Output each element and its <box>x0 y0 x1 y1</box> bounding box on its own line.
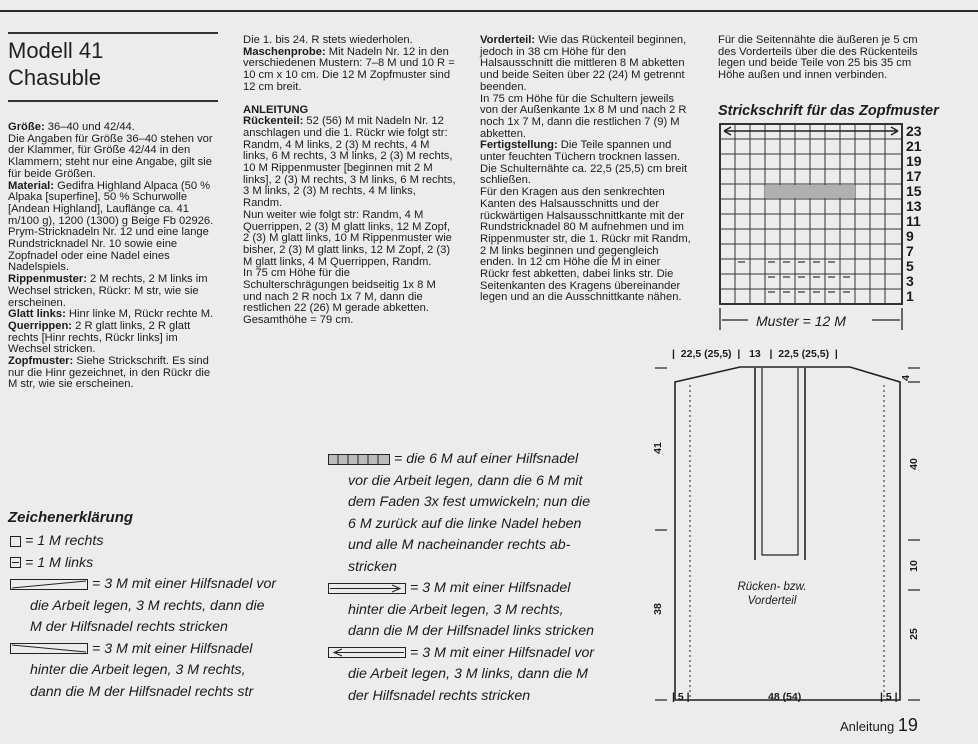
legend-heading: Zeichenerklärung <box>8 509 134 526</box>
side-seam-paragraph: Für die Seitennähte die äußeren je 5 cm des Vorderteils über die des Rückenteils legen und beide Teile von 25 bis 35 cm Höhe außen und innen verbinden. <box>718 34 918 82</box>
legend-cable-back-line3: dann die M der Hilfsnadel rechts str <box>30 683 254 700</box>
dim-shoulder-drop: 4 <box>899 375 912 381</box>
row-number: 21 <box>906 138 922 154</box>
row-number: 11 <box>906 213 921 229</box>
dim-bottom-left: | 5 | <box>672 691 690 703</box>
legend-knit <box>10 531 310 553</box>
row-number: 15 <box>906 183 922 199</box>
page-footer <box>840 715 918 736</box>
legend-wrap-line2: vor die Arbeit legen, dann die 6 M mit <box>348 472 583 489</box>
dim-bottom-right: | 5 | <box>880 691 898 703</box>
knit-symbol-icon <box>10 536 21 547</box>
legend-wrap <box>328 449 628 471</box>
row-number: 5 <box>906 258 914 274</box>
legend-wrap-line4: 6 M zurück auf die linke Nadel heben <box>348 515 582 532</box>
dim-lower-right: 25 <box>907 628 920 640</box>
legend-left <box>10 531 310 703</box>
purl-symbol-icon <box>10 557 21 568</box>
legend-cable-front-line1: = 3 M mit einer Hilfsnadel vor <box>92 576 277 592</box>
row-number: 13 <box>906 198 922 214</box>
rib-label: Rippenmuster: <box>8 273 87 286</box>
dim-seam: 10 <box>907 560 920 572</box>
legend-right <box>328 449 628 707</box>
repeat-note: Die 1. bis 24. R stets wiederholen. <box>243 34 413 46</box>
finish-text: Die Teile spannen und unter feuchten Tüchern trocknen lassen. <box>480 139 681 164</box>
legend-knit-text: = 1 M rechts <box>25 533 104 549</box>
dim-lower-left: 38 <box>651 603 664 615</box>
row-number: 1 <box>906 288 914 304</box>
legend-cable-back-line1: = 3 M mit einer Hilfsnadel <box>92 640 253 657</box>
back-label: Rückenteil: <box>243 115 304 128</box>
finish-label: Fertigstellung: <box>480 139 558 152</box>
dim-upper-left: 41 <box>651 442 664 454</box>
garment-schematic <box>675 367 900 700</box>
legend-cable-front <box>10 574 310 596</box>
legend-wrap-line6: stricken <box>348 558 397 575</box>
title-model: Modell 41 <box>8 38 104 63</box>
legend-cable-back-purl-line3: dann die M der Hilfsnadel links stricken <box>348 623 595 639</box>
front-shoulder: In 75 cm Höhe für die Schultern jeweils von der Außenkante 1x 8 M und nach 2 R noch 1x 7 M, dann die restlichen 7 (9) M abketten. <box>480 92 687 140</box>
wrap-cell-marker <box>765 185 855 198</box>
legend-cable-back-purl <box>328 578 628 600</box>
footer-label: Anleitung <box>840 719 895 734</box>
rib-text: 2 M rechts, 2 M links im Wechsel stricken, Rückr: M str, wie sie erscheinen. <box>8 273 208 309</box>
cable-front-purl-symbol-icon <box>328 647 406 658</box>
row-number: 23 <box>906 123 922 139</box>
front-text: Wie das Rückenteil beginnen, jedoch in 38 cm Höhe für den Halsausschnitt die mittleren 8 M abketten und beide Seiten über 22 (24) M getrennt beenden. <box>480 34 687 93</box>
purl-dashes <box>738 262 850 292</box>
schematic-ticks <box>655 368 920 700</box>
glatt-text: Hinr linke M, Rückr rechte M. <box>65 308 214 321</box>
garment-outline <box>675 367 900 700</box>
legend-purl <box>10 553 310 575</box>
row-number: 3 <box>906 273 914 289</box>
legend-cable-front-purl-line3: der Hilfsnadel rechts stricken <box>348 687 531 704</box>
zopf-label: Zopfmuster: <box>8 355 74 368</box>
legend-cable-back-purl-line2: hinter die Arbeit legen, 3 M rechts, <box>348 601 564 618</box>
legend-cable-back <box>10 639 310 661</box>
neck-inner <box>762 368 798 555</box>
legend-purl-text: = 1 M links <box>25 554 94 571</box>
row-number: 17 <box>906 168 922 184</box>
dim-bottom-width: 48 (54) <box>768 691 802 703</box>
instructions-heading: ANLEITUNG <box>243 103 309 116</box>
cable-back-purl-symbol-icon <box>328 583 406 594</box>
front-label: Vorderteil: <box>480 34 536 46</box>
schematic-label: Rücken- bzw. Vorderteil <box>737 581 807 607</box>
legend-cable-front-line2: die Arbeit legen, 3 M rechts, dann die <box>30 597 265 614</box>
back-text: 52 (56) M mit Nadeln Nr. 12 anschlagen und die 1. Rückr wie folgt str: Randm, 4 M links, 2 (3) M rechts, 4 M links, 6 M rechts, 3 M links, 2 (3) M rechts, 10 M Rippenmuster [beginnen mit 2 M links], 2 (3) M rechts, 3 M links, 6 M rechts, 3 M links, 2 (3) M rechts, 4 M links, Randm. <box>243 115 456 210</box>
needles-paragraph: Prym-Stricknadeln Nr. 12 und eine lange Rundstricknadel Nr. 10 sowie eine Zopfnadel oder eine Nadel eines Nadelspiels. <box>8 226 209 274</box>
legend-cable-back-line2: hinter die Arbeit legen, 3 M rechts, <box>30 662 246 678</box>
legend-wrap-line3: dem Faden 3x fest umwickeln; nun die <box>348 494 591 510</box>
legend-cable-back-purl-line1: = 3 M mit einer Hilfsnadel <box>410 580 571 596</box>
chart-title: Strickschrift für das Zopfmuster <box>718 103 939 119</box>
size-label: Größe: <box>8 121 45 133</box>
total-height: Gesamthöhe = 79 cm. <box>243 314 354 327</box>
collar-paragraph: Für den Kragen aus den senkrechten Kanten des Halsausschnitts und der rückwärtigen Halsausschnittkante mit der Rundstricknadel 80 M aufnehmen und im Rippenmuster str, die 1. Rückr mit Randm, 2 M links beginnen und gegengleich enden. In 12 cm Höhe die M in einer Rückr fest abketten, dabei links str. Die Seitenkanten des Kragens übereinander legen und an die Ausschnittkante nähen. <box>480 186 691 304</box>
back-shoulder: In 75 cm Höhe für die Schulterschrägungen beidseitig 1x 8 M und nach 2 R noch 1x 7 M, dann die restlichen 22 (26) M gerade abketten. <box>243 267 436 315</box>
muster-label: Muster = 12 M <box>752 313 850 329</box>
probe-text: Mit Nadeln Nr. 12 in den verschiedenen Mustern: 7–8 M und 10 R = 10 cm x 10 cm. Die 12 M Zopfmuster sind 12 cm breit. <box>243 45 455 93</box>
quer-text: 2 R glatt links, 2 R glatt rechts [Hinr rechts, Rückr links] im Wechsel stricken. <box>8 319 191 356</box>
glatt-label: Glatt links: <box>8 308 66 321</box>
wrap-symbol-icon <box>328 454 390 465</box>
probe-label: Maschenprobe: <box>243 45 326 58</box>
page-number: 19 <box>897 715 918 735</box>
quer-label: Querrippen: <box>8 319 73 332</box>
size-note: Die Angaben für Größe 36–40 stehen vor der Klammer, für Größe 42/44 in den Klammern; steht nur eine Angabe, gilt sie für beide Größen. <box>8 132 213 180</box>
legend-cable-front-purl-line1: = 3 M mit einer Hilfsnadel vor <box>410 644 595 661</box>
row-number: 19 <box>906 153 922 169</box>
row-number: 7 <box>906 243 914 259</box>
chart-grid <box>720 124 902 304</box>
top-dimensions: | 22,5 (25,5) | 13 | 22,5 (25,5) | <box>672 348 838 360</box>
size-text: 36–40 und 42/44. <box>44 121 135 133</box>
legend-cable-front-line3: M der Hilfsnadel rechts stricken <box>30 619 228 635</box>
material-text: Gedifra Highland Alpaca (50 % Alpaka [superfine], 50 % Schurwolle [Andean Highland], Lauflänge ca. 41 m/100 g), 1200 (1300) g Beige Fb 02926. <box>8 179 214 227</box>
title-name: Chasuble <box>8 65 101 90</box>
row-number: 9 <box>906 228 914 244</box>
shoulder-seam: Die Schulternähte ca. 22,5 (25,5) cm breit schließen. <box>480 162 688 187</box>
legend-wrap-line1: = die 6 M auf einer Hilfsnadel <box>394 451 579 467</box>
legend-wrap-line5: und alle M nacheinander rechts ab- <box>348 537 571 553</box>
cable-back-symbol-icon <box>10 643 88 654</box>
zopf-text: Siehe Strickschrift. Es sind nur die Hinr gezeichnet, in den Rückr die M str, wie sie erscheinen. <box>8 355 211 391</box>
legend-cable-front-purl <box>328 643 628 665</box>
cable-front-symbol-icon <box>10 579 88 590</box>
back-continue: Nun weiter wie folgt str: Randm, 4 M Querrippen, 2 (3) M glatt links, 12 M Zopf, 2 (3) M glatt links, 10 M Rippenmuster wie bisher, 2 (3) M glatt links, 12 M Zopf, 2 (3) M glatt links, 4 M Querrippen, Randm. <box>243 208 452 268</box>
material-label: Material: <box>8 179 55 192</box>
legend-cable-front-purl-line2: die Arbeit legen, 3 M links, dann die M <box>348 666 589 682</box>
dim-upper-right: 40 <box>907 458 920 470</box>
